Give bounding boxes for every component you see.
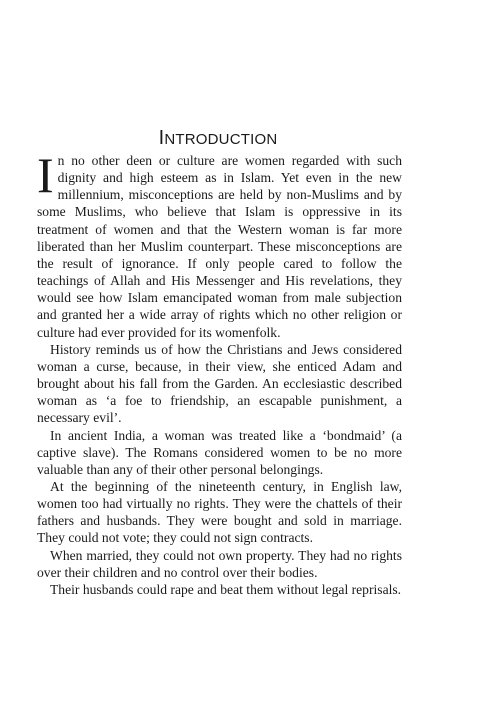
chapter-title-rest: NTRODUCTION [164, 131, 278, 149]
drop-cap: I [37, 147, 54, 203]
paragraph-3: In ancient India, a woman was treated like a ‘bondmaid’ (a captive slave). The Romans considered women to be no more valuable than any of their other personal belongings. [37, 427, 402, 477]
paragraph-4: At the beginning of the nineteenth century, in English law, women too had virtually no rights. They were the chattels of their fathers and husbands. They were bought and sold in marriage. They could not vote; they could not sign contracts. [37, 478, 402, 546]
paragraph-6: Their husbands could rape and beat them without legal reprisals. [50, 581, 402, 597]
paragraph-2: History reminds us of how the Christians and Jews considered woman a curse, because, in their view, she enticed Adam and brought about his fall from the Garden. An ecclesiastic described woman as ‘a foe to friendship, an escapable punishment, a necessary evil’. [37, 341, 402, 426]
chapter-body [37, 147, 402, 598]
paragraph-1-text: n no other deen or culture are women regarded with such dignity and high esteem as in Islam. Yet even in the new millennium, misconceptions are held by non-Muslims and by some Muslims, who believe that Islam is oppressive in its treatment of women and that the Western woman is far more liberated than her Muslim counterpart. These misconceptions are the result of ignorance. If only people cared to follow the teachings of Allah and His Messenger and His revelations, they would see how Islam emancipated woman from male subjection and granted her a wide array of rights which no other religion or culture had ever provided for its womenfolk. [37, 153, 402, 340]
chapter-title [0, 127, 436, 150]
paragraph-1 [37, 147, 402, 341]
chapter-title-initial: I [158, 127, 165, 150]
paragraph-5: When married, they could not own property. They had no rights over their children and no control over their bodies. [37, 547, 402, 580]
